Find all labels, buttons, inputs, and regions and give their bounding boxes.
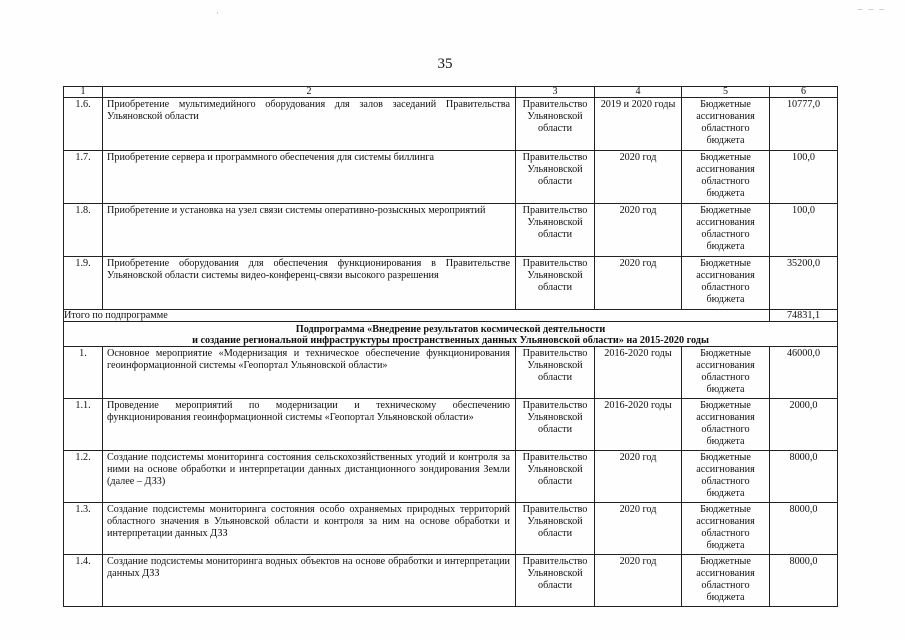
column-number: 3 (516, 87, 595, 98)
row-number: 1.1. (64, 399, 103, 451)
amount: 10777,0 (770, 98, 838, 151)
measure-name: Приобретение мультимедийного оборудования для залов заседаний Правительства Ульяновской области (103, 98, 516, 151)
funding-source: Бюджетные ассигнования областного бюджета (682, 503, 770, 555)
table-row (64, 151, 838, 204)
scan-mark: · (216, 8, 219, 18)
executor: Правительство Ульяновской области (516, 98, 595, 151)
subprogram-heading-row (64, 322, 838, 347)
table-body-total (64, 310, 838, 347)
row-number: 1.2. (64, 451, 103, 503)
executor: Правительство Ульяновской области (516, 347, 595, 399)
row-number: 1.8. (64, 204, 103, 257)
row-number: 1.6. (64, 98, 103, 151)
measure-name: Приобретение и установка на узел связи системы оперативно-розыскных мероприятий (103, 204, 516, 257)
column-number: 2 (103, 87, 516, 98)
table-row (64, 257, 838, 310)
term: 2016-2020 годы (595, 399, 682, 451)
subprogram-heading (64, 322, 838, 347)
term: 2020 год (595, 555, 682, 607)
total-value: 74831,1 (770, 310, 838, 322)
page-number: 35 (437, 56, 453, 72)
term: 2019 и 2020 годы (595, 98, 682, 151)
executor: Правительство Ульяновской области (516, 204, 595, 257)
amount: 100,0 (770, 151, 838, 204)
funding-source: Бюджетные ассигнования областного бюджета (682, 151, 770, 204)
amount: 2000,0 (770, 399, 838, 451)
table-row (64, 555, 838, 607)
table-row (64, 451, 838, 503)
table-row (64, 347, 838, 399)
executor: Правительство Ульяновской области (516, 555, 595, 607)
executor: Правительство Ульяновской области (516, 503, 595, 555)
measures-table (63, 86, 838, 607)
term: 2020 год (595, 451, 682, 503)
amount: 100,0 (770, 204, 838, 257)
amount: 8000,0 (770, 451, 838, 503)
executor: Правительство Ульяновской области (516, 451, 595, 503)
funding-source: Бюджетные ассигнования областного бюджета (682, 257, 770, 310)
total-row (64, 310, 838, 322)
term: 2020 год (595, 257, 682, 310)
row-number: 1.4. (64, 555, 103, 607)
amount: 8000,0 (770, 555, 838, 607)
column-number-row (64, 87, 838, 98)
executor: Правительство Ульяновской области (516, 399, 595, 451)
measure-name: Создание подсистемы мониторинга водных объектов на основе обработки и интерпретации данных ДЗЗ (103, 555, 516, 607)
row-number: 1.9. (64, 257, 103, 310)
column-number: 1 (64, 87, 103, 98)
table-row (64, 503, 838, 555)
funding-source: Бюджетные ассигнования областного бюджета (682, 98, 770, 151)
term: 2020 год (595, 204, 682, 257)
table-row (64, 399, 838, 451)
scan-mark: – – – (858, 4, 886, 14)
measure-name: Создание подсистемы мониторинга состояния особо охраняемых природных территорий областного значения в Ульяновской области и контроля за ним на основе обработки и интерпретации данных ДЗЗ (103, 503, 516, 555)
measure-name: Приобретение оборудования для обеспечения функционирования в Правительстве Ульяновской области системы видео-конференц-связи высокого разрешения (103, 257, 516, 310)
table-body-upper (64, 87, 838, 310)
term: 2016-2020 годы (595, 347, 682, 399)
amount: 46000,0 (770, 347, 838, 399)
measure-name: Создание подсистемы мониторинга состояния сельскохозяйственных угодий и контроля за ними на основе обработки и интерпретации данных дистанционного зондирования Земли (далее – ДЗЗ) (103, 451, 516, 503)
funding-source: Бюджетные ассигнования областного бюджета (682, 555, 770, 607)
amount: 8000,0 (770, 503, 838, 555)
table-row (64, 204, 838, 257)
funding-source: Бюджетные ассигнования областного бюджета (682, 347, 770, 399)
executor: Правительство Ульяновской области (516, 151, 595, 204)
funding-source: Бюджетные ассигнования областного бюджета (682, 204, 770, 257)
column-number: 6 (770, 87, 838, 98)
total-label: Итого по подпрограмме (64, 310, 770, 322)
subprogram-title-line-1: Подпрограмма «Внедрение результатов космической деятельности (295, 324, 606, 335)
column-number: 4 (595, 87, 682, 98)
funding-source: Бюджетные ассигнования областного бюджета (682, 399, 770, 451)
term: 2020 год (595, 503, 682, 555)
table-body-lower (64, 347, 838, 607)
term: 2020 год (595, 151, 682, 204)
row-number: 1. (64, 347, 103, 399)
measure-name: Проведение мероприятий по модернизации и техническому обеспечению функционирования геоинформационной системы «Геопортал Ульяновской области» (103, 399, 516, 451)
subprogram-title-line-2: и создание региональной инфраструктуры пространственных данных Ульяновской области» на 2015-2020 годы (192, 335, 709, 346)
amount: 35200,0 (770, 257, 838, 310)
funding-source: Бюджетные ассигнования областного бюджета (682, 451, 770, 503)
measure-name: Основное мероприятие «Модернизация и техническое обеспечение функционирования геоинформационной системы «Геопортал Ульяновской области» (103, 347, 516, 399)
row-number: 1.7. (64, 151, 103, 204)
column-number: 5 (682, 87, 770, 98)
row-number: 1.3. (64, 503, 103, 555)
table-row (64, 98, 838, 151)
executor: Правительство Ульяновской области (516, 257, 595, 310)
measure-name: Приобретение сервера и программного обеспечения для системы биллинга (103, 151, 516, 204)
